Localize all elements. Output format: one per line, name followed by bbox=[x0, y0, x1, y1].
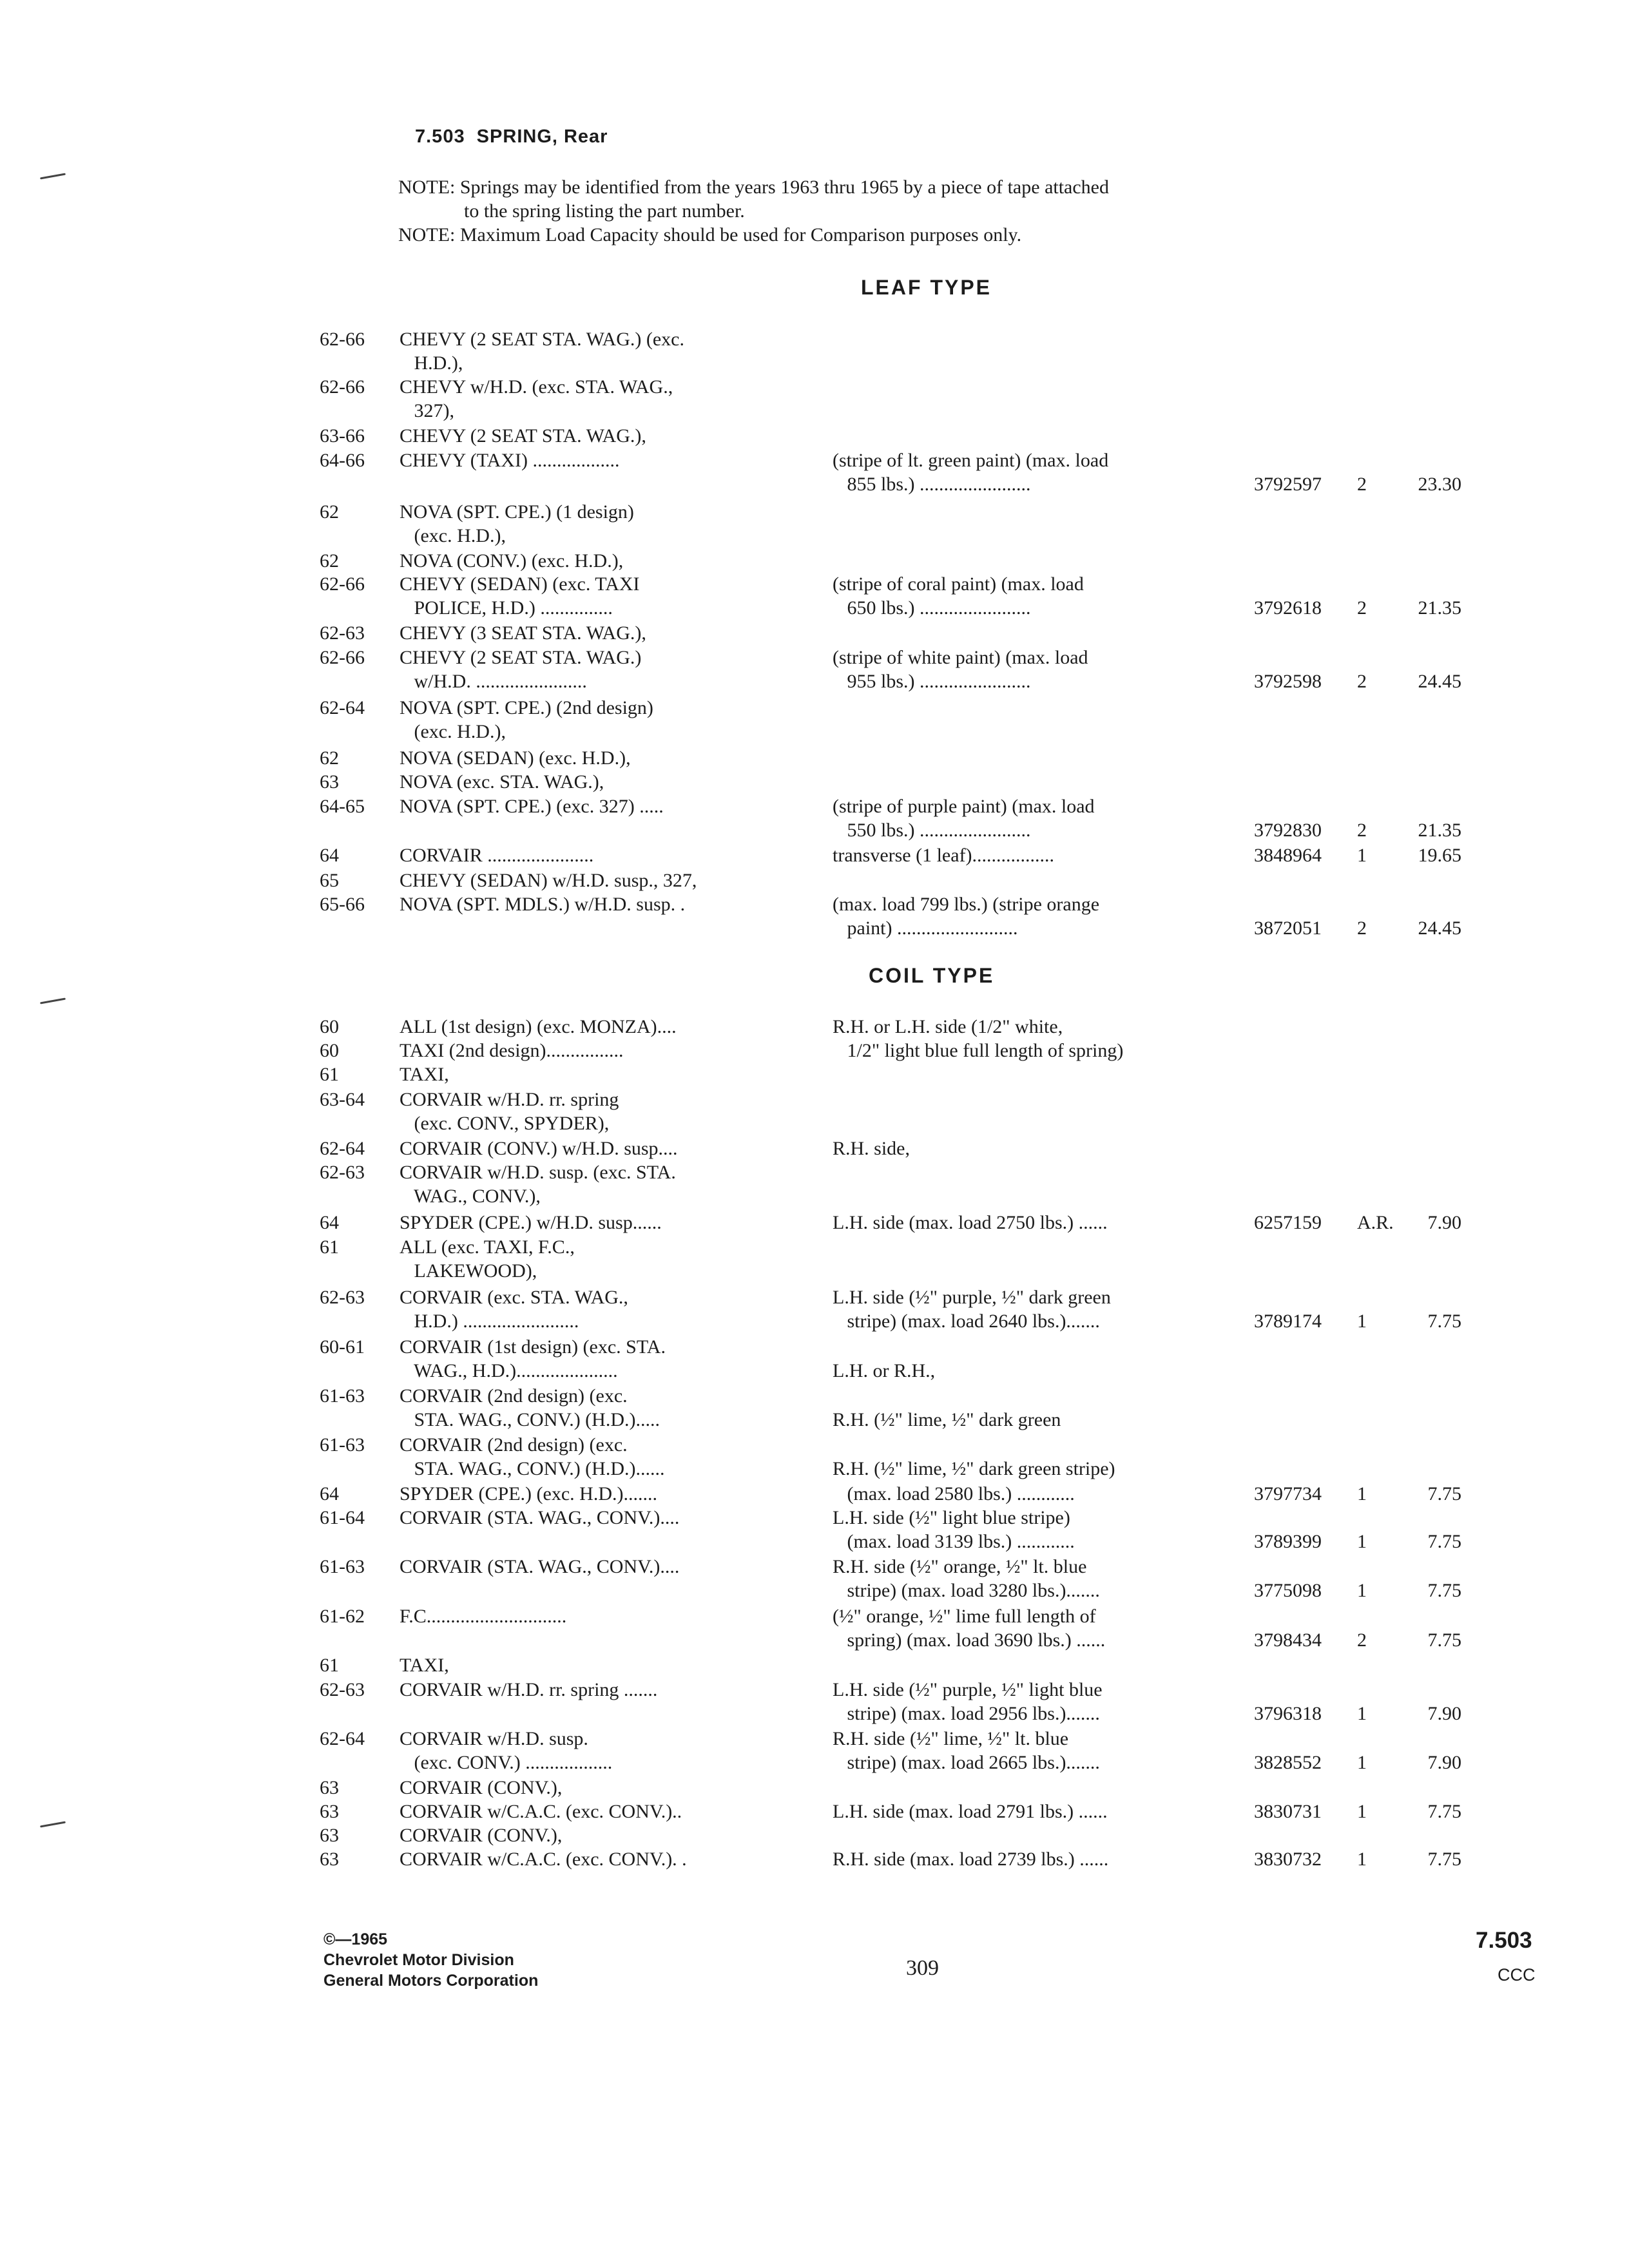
note-line-2: to the spring listing the part number. bbox=[464, 200, 745, 222]
row-quantity: 2 bbox=[1357, 671, 1367, 692]
row-model: CHEVY (3 SEAT STA. WAG.), bbox=[400, 622, 646, 644]
row-description: R.H. side, bbox=[833, 1138, 910, 1159]
row-model: WAG., H.D.)..................... bbox=[400, 1360, 618, 1381]
row-description: 955 lbs.) ....................... bbox=[833, 671, 1031, 692]
row-price: 7.90 bbox=[1427, 1703, 1461, 1724]
row-description: R.H. (½" lime, ½" dark green stripe) bbox=[833, 1458, 1115, 1479]
row-year: 62-64 bbox=[320, 1138, 365, 1159]
row-part-number: 3792618 bbox=[1254, 597, 1322, 619]
row-model: CORVAIR (1st design) (exc. STA. bbox=[400, 1336, 666, 1358]
row-year: 61 bbox=[320, 1655, 339, 1676]
row-price: 7.75 bbox=[1427, 1629, 1461, 1651]
row-price: 7.90 bbox=[1427, 1212, 1461, 1233]
row-year: 63 bbox=[320, 771, 339, 793]
row-quantity: 1 bbox=[1357, 1849, 1367, 1870]
row-model: CORVAIR (CONV.) w/H.D. susp.... bbox=[400, 1138, 678, 1159]
margin-mark bbox=[40, 173, 66, 180]
row-model: CHEVY (SEDAN) w/H.D. susp., 327, bbox=[400, 870, 697, 891]
row-price: 7.75 bbox=[1427, 1483, 1461, 1504]
row-part-number: 3792830 bbox=[1254, 820, 1322, 841]
row-description: transverse (1 leaf)................. bbox=[833, 845, 1055, 866]
note-line-1: NOTE: Springs may be identified from the years 1963 thru 1965 by a piece of tape attached bbox=[398, 177, 1109, 198]
row-model: STA. WAG., CONV.) (H.D.)...... bbox=[400, 1458, 665, 1479]
row-year: 64 bbox=[320, 1483, 339, 1504]
margin-mark bbox=[40, 998, 66, 1004]
row-model: LAKEWOOD), bbox=[400, 1260, 537, 1282]
row-model: NOVA (SPT. CPE.) (2nd design) bbox=[400, 697, 653, 718]
row-year: 60 bbox=[320, 1040, 339, 1061]
row-model: TAXI (2nd design)................ bbox=[400, 1040, 624, 1061]
row-model: CORVAIR (STA. WAG., CONV.).... bbox=[400, 1507, 680, 1528]
row-model: CORVAIR w/H.D. susp. (exc. STA. bbox=[400, 1162, 676, 1183]
row-description: paint) ......................... bbox=[833, 918, 1018, 939]
row-year: 62-66 bbox=[320, 573, 365, 595]
row-model: 327), bbox=[400, 400, 454, 421]
row-model: TAXI, bbox=[400, 1655, 449, 1676]
row-quantity: 1 bbox=[1357, 1752, 1367, 1773]
row-price: 7.75 bbox=[1427, 1531, 1461, 1552]
row-quantity: 2 bbox=[1357, 820, 1367, 841]
row-description: L.H. side (max. load 2791 lbs.) ...... bbox=[833, 1801, 1108, 1822]
row-year: 62 bbox=[320, 501, 339, 523]
row-model: ALL (exc. TAXI, F.C., bbox=[400, 1236, 575, 1258]
page-number: 309 bbox=[906, 1956, 939, 1980]
row-quantity: 1 bbox=[1357, 1580, 1367, 1601]
row-year: 65-66 bbox=[320, 894, 365, 915]
row-model: CORVAIR ...................... bbox=[400, 845, 594, 866]
row-year: 62-66 bbox=[320, 329, 365, 350]
row-year: 61 bbox=[320, 1236, 339, 1258]
row-model: H.D.) ........................ bbox=[400, 1311, 579, 1332]
row-description: (max. load 799 lbs.) (stripe orange bbox=[833, 894, 1100, 915]
row-price: 19.65 bbox=[1418, 845, 1461, 866]
row-part-number: 3830732 bbox=[1254, 1849, 1322, 1870]
row-model: CHEVY (2 SEAT STA. WAG.), bbox=[400, 425, 646, 447]
section-code: CCC bbox=[1498, 1965, 1536, 1984]
row-quantity: 1 bbox=[1357, 1531, 1367, 1552]
row-description: R.H. side (½" lime, ½" lt. blue bbox=[833, 1728, 1069, 1749]
margin-mark bbox=[40, 1821, 66, 1828]
row-model: CHEVY (2 SEAT STA. WAG.) (exc. bbox=[400, 329, 685, 350]
row-model: NOVA (exc. STA. WAG.), bbox=[400, 771, 604, 793]
row-year: 64 bbox=[320, 845, 339, 866]
row-description: L.H. side (½" light blue stripe) bbox=[833, 1507, 1070, 1528]
row-model: TAXI, bbox=[400, 1064, 449, 1085]
row-year: 61-63 bbox=[320, 1434, 365, 1456]
row-model: CORVAIR w/H.D. rr. spring bbox=[400, 1089, 619, 1110]
row-model: CORVAIR w/C.A.C. (exc. CONV.).. bbox=[400, 1801, 682, 1822]
row-price: 7.75 bbox=[1427, 1311, 1461, 1332]
row-year: 61-64 bbox=[320, 1507, 365, 1528]
row-year: 64 bbox=[320, 1212, 339, 1233]
row-year: 63 bbox=[320, 1777, 339, 1798]
row-model: CHEVY w/H.D. (exc. STA. WAG., bbox=[400, 376, 673, 398]
row-year: 64-66 bbox=[320, 450, 365, 471]
row-quantity: 2 bbox=[1357, 1629, 1367, 1651]
row-model: H.D.), bbox=[400, 352, 463, 374]
row-model: STA. WAG., CONV.) (H.D.)..... bbox=[400, 1409, 660, 1430]
row-year: 63 bbox=[320, 1825, 339, 1846]
row-price: 23.30 bbox=[1418, 474, 1461, 495]
row-part-number: 3792598 bbox=[1254, 671, 1322, 692]
row-description: (stripe of lt. green paint) (max. load bbox=[833, 450, 1109, 471]
row-description: 650 lbs.) ....................... bbox=[833, 597, 1031, 619]
row-description: stripe) (max. load 2640 lbs.)....... bbox=[833, 1311, 1100, 1332]
row-part-number: 3775098 bbox=[1254, 1580, 1322, 1601]
row-part-number: 3789174 bbox=[1254, 1311, 1322, 1332]
row-model: CORVAIR (exc. STA. WAG., bbox=[400, 1287, 628, 1308]
row-model: NOVA (SPT. CPE.) (exc. 327) ..... bbox=[400, 796, 664, 817]
row-year: 63 bbox=[320, 1849, 339, 1870]
row-model: CHEVY (TAXI) .................. bbox=[400, 450, 620, 471]
row-quantity: 1 bbox=[1357, 1311, 1367, 1332]
row-description: 855 lbs.) ....................... bbox=[833, 474, 1031, 495]
row-description: stripe) (max. load 2956 lbs.)....... bbox=[833, 1703, 1100, 1724]
row-model: CORVAIR (2nd design) (exc. bbox=[400, 1385, 628, 1407]
row-year: 61-63 bbox=[320, 1385, 365, 1407]
row-description: L.H. side (½" purple, ½" light blue bbox=[833, 1679, 1103, 1700]
row-quantity: 1 bbox=[1357, 1703, 1367, 1724]
row-description: R.H. (½" lime, ½" dark green bbox=[833, 1409, 1061, 1430]
row-part-number: 3848964 bbox=[1254, 845, 1322, 866]
row-part-number: 3830731 bbox=[1254, 1801, 1322, 1822]
row-year: 62-64 bbox=[320, 697, 365, 718]
row-quantity: 2 bbox=[1357, 474, 1367, 495]
row-part-number: 3872051 bbox=[1254, 918, 1322, 939]
row-model: CHEVY (SEDAN) (exc. TAXI bbox=[400, 573, 640, 595]
row-model: CORVAIR w/H.D. susp. bbox=[400, 1728, 588, 1749]
row-price: 21.35 bbox=[1418, 597, 1461, 619]
row-description: (stripe of coral paint) (max. load bbox=[833, 573, 1084, 595]
section-number: 7.503 bbox=[1476, 1928, 1532, 1953]
row-year: 63 bbox=[320, 1801, 339, 1822]
row-year: 64-65 bbox=[320, 796, 365, 817]
row-quantity: A.R. bbox=[1357, 1212, 1394, 1233]
row-description: R.H. side (½" orange, ½" lt. blue bbox=[833, 1556, 1087, 1577]
row-description: (stripe of purple paint) (max. load bbox=[833, 796, 1095, 817]
section-title: 7.503 SPRING, Rear bbox=[415, 126, 608, 147]
row-description: (stripe of white paint) (max. load bbox=[833, 647, 1088, 668]
row-year: 62-66 bbox=[320, 376, 365, 398]
coil-type-heading: COIL TYPE bbox=[869, 964, 995, 987]
row-quantity: 1 bbox=[1357, 1483, 1367, 1504]
row-model: CORVAIR (2nd design) (exc. bbox=[400, 1434, 628, 1456]
row-part-number: 3797734 bbox=[1254, 1483, 1322, 1504]
row-description: R.H. side (max. load 2739 lbs.) ...... bbox=[833, 1849, 1109, 1870]
row-year: 65 bbox=[320, 870, 339, 891]
row-description: L.H. side (½" purple, ½" dark green bbox=[833, 1287, 1111, 1308]
row-part-number: 3796318 bbox=[1254, 1703, 1322, 1724]
row-part-number: 3828552 bbox=[1254, 1752, 1322, 1773]
row-description: stripe) (max. load 3280 lbs.)....... bbox=[833, 1580, 1100, 1601]
row-quantity: 1 bbox=[1357, 1801, 1367, 1822]
row-model: WAG., CONV.), bbox=[400, 1186, 541, 1207]
row-description: (max. load 3139 lbs.) ............ bbox=[833, 1531, 1075, 1552]
row-model: CORVAIR (CONV.), bbox=[400, 1777, 563, 1798]
row-year: 61 bbox=[320, 1064, 339, 1085]
row-year: 62 bbox=[320, 747, 339, 769]
row-year: 63-66 bbox=[320, 425, 365, 447]
row-quantity: 2 bbox=[1357, 597, 1367, 619]
row-price: 7.75 bbox=[1427, 1801, 1461, 1822]
row-part-number: 3789399 bbox=[1254, 1531, 1322, 1552]
row-price: 24.45 bbox=[1418, 918, 1461, 939]
row-description: R.H. or L.H. side (1/2" white, bbox=[833, 1016, 1063, 1037]
row-part-number: 6257159 bbox=[1254, 1212, 1322, 1233]
row-price: 7.75 bbox=[1427, 1580, 1461, 1601]
row-model: (exc. CONV., SPYDER), bbox=[400, 1113, 610, 1134]
row-model: (exc. H.D.), bbox=[400, 525, 506, 546]
note-line-3: NOTE: Maximum Load Capacity should be used for Comparison purposes only. bbox=[398, 224, 1022, 245]
row-year: 60 bbox=[320, 1016, 339, 1037]
row-description: L.H. or R.H., bbox=[833, 1360, 936, 1381]
row-price: 7.90 bbox=[1427, 1752, 1461, 1773]
row-model: CORVAIR (STA. WAG., CONV.).... bbox=[400, 1556, 680, 1577]
row-year: 62-64 bbox=[320, 1728, 365, 1749]
row-description: stripe) (max. load 2665 lbs.)....... bbox=[833, 1752, 1100, 1773]
footer-corporation: General Motors Corporation bbox=[323, 1972, 539, 1990]
row-year: 61-63 bbox=[320, 1556, 365, 1577]
footer-division: Chevrolet Motor Division bbox=[323, 1951, 514, 1969]
row-model: CORVAIR w/C.A.C. (exc. CONV.). . bbox=[400, 1849, 687, 1870]
footer-copyright: ©—1965 bbox=[323, 1930, 388, 1948]
row-description: 1/2" light blue full length of spring) bbox=[833, 1040, 1124, 1061]
row-model: NOVA (SPT. MDLS.) w/H.D. susp. . bbox=[400, 894, 686, 915]
row-year: 62-66 bbox=[320, 647, 365, 668]
row-quantity: 1 bbox=[1357, 845, 1367, 866]
row-year: 62-63 bbox=[320, 1679, 365, 1700]
row-quantity: 2 bbox=[1357, 918, 1367, 939]
row-part-number: 3798434 bbox=[1254, 1629, 1322, 1651]
row-description: (max. load 2580 lbs.) ............ bbox=[833, 1483, 1075, 1504]
row-part-number: 3792597 bbox=[1254, 474, 1322, 495]
row-description: 550 lbs.) ....................... bbox=[833, 820, 1031, 841]
row-model: SPYDER (CPE.) w/H.D. susp...... bbox=[400, 1212, 662, 1233]
row-price: 24.45 bbox=[1418, 671, 1461, 692]
leaf-type-heading: LEAF TYPE bbox=[861, 276, 992, 299]
row-model: SPYDER (CPE.) (exc. H.D.)....... bbox=[400, 1483, 657, 1504]
row-year: 62-63 bbox=[320, 1162, 365, 1183]
row-model: (exc. H.D.), bbox=[400, 721, 506, 742]
row-year: 62-63 bbox=[320, 1287, 365, 1308]
row-model: NOVA (SEDAN) (exc. H.D.), bbox=[400, 747, 631, 769]
row-year: 63-64 bbox=[320, 1089, 365, 1110]
row-description: L.H. side (max. load 2750 lbs.) ...... bbox=[833, 1212, 1108, 1233]
row-price: 21.35 bbox=[1418, 820, 1461, 841]
row-model: POLICE, H.D.) ............... bbox=[400, 597, 613, 619]
row-model: NOVA (CONV.) (exc. H.D.), bbox=[400, 550, 624, 572]
row-model: (exc. CONV.) .................. bbox=[400, 1752, 613, 1773]
row-year: 60-61 bbox=[320, 1336, 365, 1358]
row-model: F.C............................. bbox=[400, 1606, 567, 1627]
row-model: CHEVY (2 SEAT STA. WAG.) bbox=[400, 647, 642, 668]
row-model: w/H.D. ....................... bbox=[400, 671, 587, 692]
row-model: NOVA (SPT. CPE.) (1 design) bbox=[400, 501, 634, 523]
row-year: 62 bbox=[320, 550, 339, 572]
row-price: 7.75 bbox=[1427, 1849, 1461, 1870]
row-year: 62-63 bbox=[320, 622, 365, 644]
row-description: spring) (max. load 3690 lbs.) ...... bbox=[833, 1629, 1106, 1651]
row-model: CORVAIR w/H.D. rr. spring ....... bbox=[400, 1679, 658, 1700]
row-year: 61-62 bbox=[320, 1606, 365, 1627]
row-model: CORVAIR (CONV.), bbox=[400, 1825, 563, 1846]
row-description: (½" orange, ½" lime full length of bbox=[833, 1606, 1096, 1627]
row-model: ALL (1st design) (exc. MONZA).... bbox=[400, 1016, 677, 1037]
